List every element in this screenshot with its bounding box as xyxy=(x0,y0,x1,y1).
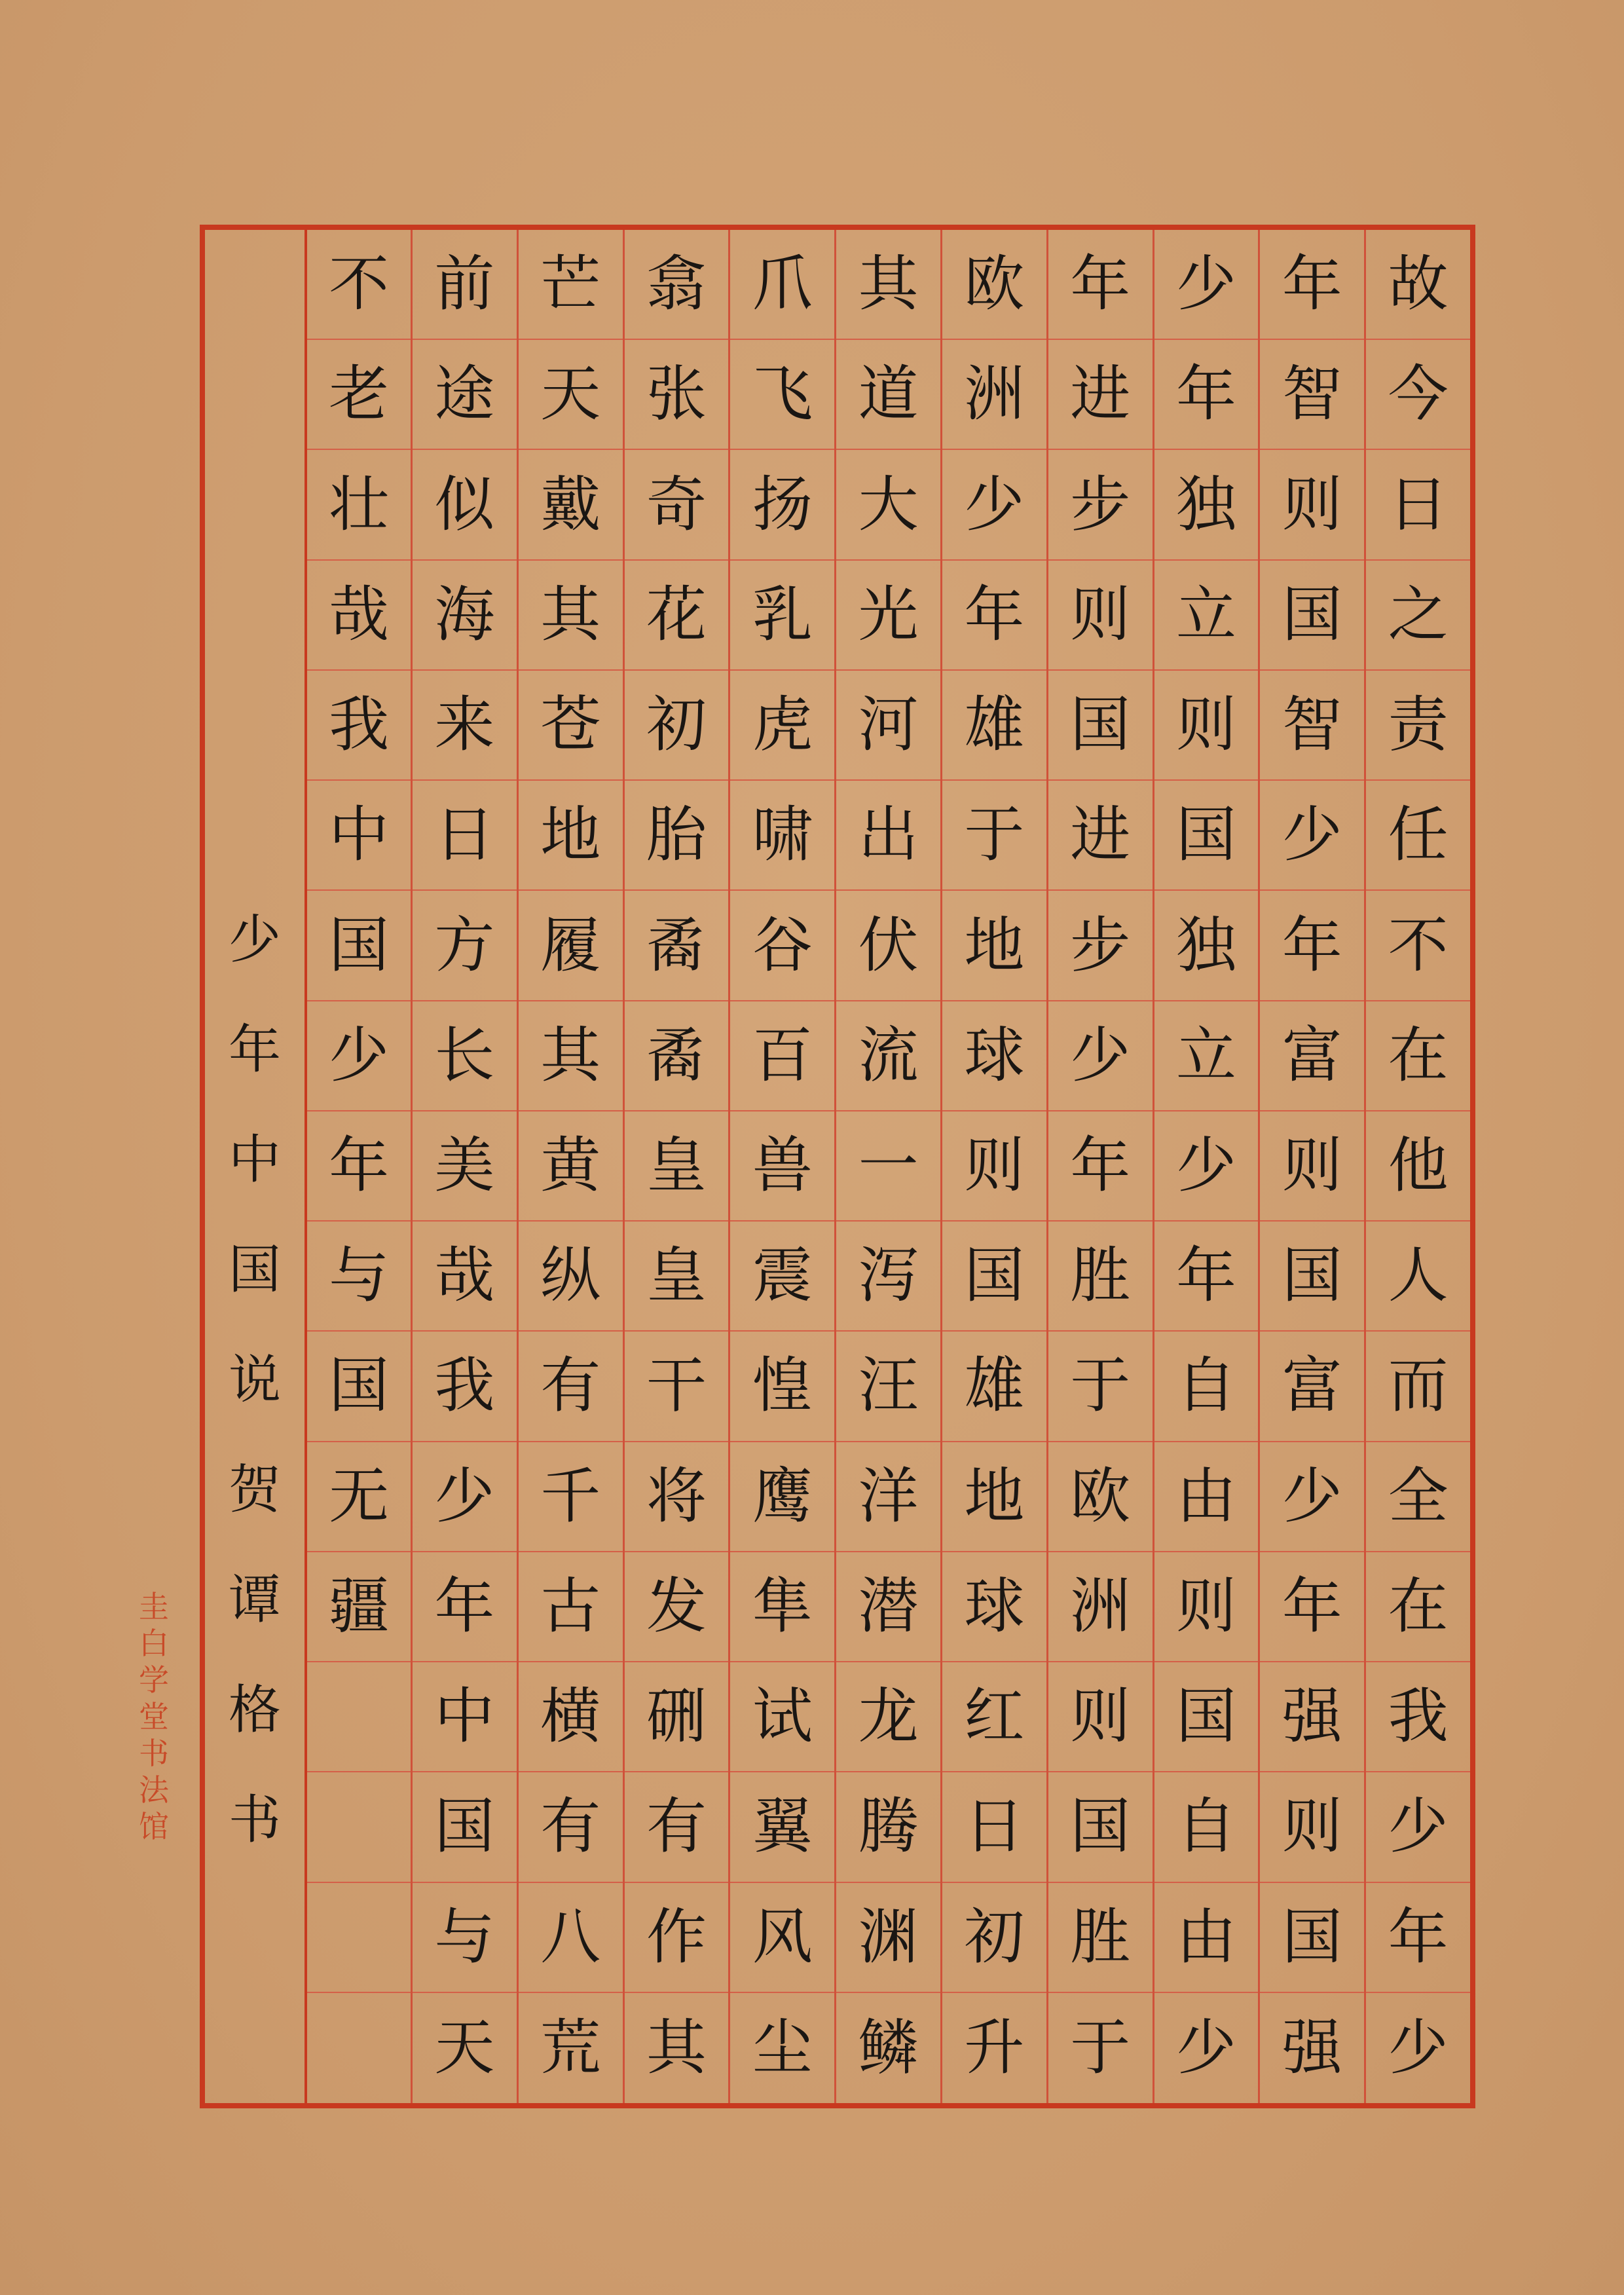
grid-cell: 与 xyxy=(307,1222,411,1332)
grid-cell: 荒 xyxy=(540,2012,601,2083)
grid-cell: 不 xyxy=(307,230,411,340)
grid-cell: 由 xyxy=(1154,1883,1259,1993)
signature-char: 中 xyxy=(229,1129,281,1190)
grid-cell: 初 xyxy=(625,671,729,781)
grid-cell: 强 xyxy=(1260,1662,1364,1772)
signature-char: 年 xyxy=(229,1019,281,1080)
grid-cell: 全 xyxy=(1366,1442,1470,1552)
grid-cell: 少 xyxy=(1154,230,1259,340)
grid-cell: 日 xyxy=(1366,450,1470,560)
grid-cell: 无 xyxy=(307,1442,411,1552)
grid-cell: 我 xyxy=(413,1332,517,1442)
grid-cell: 国 xyxy=(413,1772,517,1882)
signature-char: 少 xyxy=(229,909,281,970)
grid-cell: 球 xyxy=(942,1552,1046,1662)
grid-cell xyxy=(307,1993,411,2103)
grid-cell: 进 xyxy=(1048,340,1153,450)
grid-cell: 一 xyxy=(836,1111,940,1222)
grid-cell: 乳 xyxy=(730,561,834,671)
grid-cell: 啸 xyxy=(730,781,834,891)
grid-cell: 则 xyxy=(1154,1552,1259,1662)
text-column xyxy=(1258,230,1364,2103)
grid-cell: 年 xyxy=(1154,1222,1259,1332)
grid-cell: 壮 xyxy=(307,450,411,560)
signature-char: 说 xyxy=(229,1349,281,1410)
grid-cell: 干 xyxy=(625,1332,729,1442)
grid-cell: 光 xyxy=(836,561,940,671)
text-column xyxy=(411,230,517,2103)
grid-cell: 进 xyxy=(1048,781,1153,891)
grid-cell: 则 xyxy=(942,1111,1046,1222)
grid-cell: 少 xyxy=(1154,1111,1259,1222)
grid-cell: 少 xyxy=(1048,1001,1153,1111)
signature-char: 谭 xyxy=(229,1569,281,1630)
grid-cell: 与 xyxy=(413,1883,517,1993)
grid-cell: 洲 xyxy=(942,340,1046,450)
grid-cell: 少 xyxy=(1388,2012,1449,2083)
signature-char: 贺 xyxy=(229,1459,281,1520)
grid-cell: 有 xyxy=(519,1772,623,1882)
seal-char: 白 xyxy=(139,1626,169,1661)
grid-cell: 潜 xyxy=(836,1552,940,1662)
grid-cell: 戴 xyxy=(519,450,623,560)
grid-cell: 芒 xyxy=(519,230,623,340)
grid-cell: 年 xyxy=(1154,340,1259,450)
grid-cell: 国 xyxy=(942,1222,1046,1332)
grid-cell: 海 xyxy=(413,561,517,671)
grid-cell: 其 xyxy=(519,561,623,671)
grid-cell: 有 xyxy=(625,1772,729,1882)
grid-cell: 年 xyxy=(942,561,1046,671)
grid-cell: 有 xyxy=(519,1332,623,1442)
grid-cell: 故 xyxy=(1366,230,1470,340)
grid-cell: 百 xyxy=(730,1001,834,1111)
grid-cell: 老 xyxy=(307,340,411,450)
grid-cell: 惶 xyxy=(730,1332,834,1442)
grid-cell: 于 xyxy=(1070,2012,1131,2083)
grid-cell: 似 xyxy=(413,450,517,560)
grid-cell: 地 xyxy=(942,891,1046,1001)
grid-cell: 少 xyxy=(1366,1772,1470,1882)
grid-cell: 今 xyxy=(1366,340,1470,450)
grid-cell: 之 xyxy=(1366,561,1470,671)
grid-cell: 步 xyxy=(1048,450,1153,560)
grid-cell: 升 xyxy=(964,2012,1025,2083)
grid-cell: 八 xyxy=(519,1883,623,1993)
grid-cell: 年 xyxy=(307,1111,411,1222)
grid-cell: 张 xyxy=(625,340,729,450)
grid-cell: 虎 xyxy=(730,671,834,781)
grid-cell: 皇 xyxy=(625,1222,729,1332)
grid-cell: 天 xyxy=(434,2012,495,2083)
grid-cell: 流 xyxy=(836,1001,940,1111)
grid-cell: 则 xyxy=(1260,1772,1364,1882)
grid-cell: 日 xyxy=(413,781,517,891)
grid-cell: 步 xyxy=(1048,891,1153,1001)
grid-cell: 古 xyxy=(519,1552,623,1662)
text-column xyxy=(728,230,834,2103)
grid-cell: 试 xyxy=(730,1662,834,1772)
grid-cell: 震 xyxy=(730,1222,834,1332)
grid-cell: 初 xyxy=(942,1883,1046,1993)
grid-cell: 国 xyxy=(1260,1883,1364,1993)
studio-seal xyxy=(134,1588,174,1845)
seal-char: 馆 xyxy=(139,1809,169,1844)
grid-cell: 少 xyxy=(1260,781,1364,891)
grid-cell: 智 xyxy=(1260,671,1364,781)
grid-cell: 少 xyxy=(307,1001,411,1111)
grid-cell: 智 xyxy=(1260,340,1364,450)
grid-cell: 扬 xyxy=(730,450,834,560)
grid-cell: 矞 xyxy=(625,1001,729,1111)
grid-cell: 在 xyxy=(1366,1552,1470,1662)
grid-cell: 立 xyxy=(1154,1001,1259,1111)
grid-cell: 兽 xyxy=(730,1111,834,1222)
grid-cell: 欧 xyxy=(942,230,1046,340)
grid-cell: 国 xyxy=(307,891,411,1001)
grid-cell xyxy=(307,1772,411,1882)
grid-cell: 硎 xyxy=(625,1662,729,1772)
grid-cell: 疆 xyxy=(307,1552,411,1662)
grid-cell: 途 xyxy=(413,340,517,450)
grid-cell: 红 xyxy=(942,1662,1046,1772)
grid-cell: 天 xyxy=(519,340,623,450)
character-grid xyxy=(304,230,1470,2103)
grid-cell: 地 xyxy=(942,1442,1046,1552)
grid-cell: 于 xyxy=(1048,1332,1153,1442)
grid-cell: 洲 xyxy=(1048,1552,1153,1662)
grid-cell: 则 xyxy=(1260,1111,1364,1222)
signature-column xyxy=(205,230,304,2103)
grid-cell: 龙 xyxy=(836,1662,940,1772)
grid-cell: 他 xyxy=(1366,1111,1470,1222)
grid-cell: 矞 xyxy=(625,891,729,1001)
text-column xyxy=(834,230,940,2103)
grid-cell: 河 xyxy=(836,671,940,781)
text-column xyxy=(304,230,411,2103)
grid-cell: 人 xyxy=(1366,1222,1470,1332)
grid-cell: 欧 xyxy=(1048,1442,1153,1552)
grid-cell xyxy=(307,1883,411,1993)
grid-cell: 球 xyxy=(942,1001,1046,1111)
signature-char: 国 xyxy=(229,1239,281,1300)
grid-cell: 汪 xyxy=(836,1332,940,1442)
grid-cell: 国 xyxy=(1260,1222,1364,1332)
grid-cell: 于 xyxy=(942,781,1046,891)
grid-cell: 翕 xyxy=(625,230,729,340)
grid-cell: 少 xyxy=(942,450,1046,560)
text-column xyxy=(1046,230,1153,2103)
seal-char: 法 xyxy=(139,1772,169,1808)
grid-cell: 国 xyxy=(1048,1772,1153,1882)
seal-char: 学 xyxy=(139,1662,169,1698)
grid-cell: 泻 xyxy=(836,1222,940,1332)
grid-cell: 国 xyxy=(1260,561,1364,671)
grid-cell: 则 xyxy=(1154,671,1259,781)
grid-cell: 则 xyxy=(1048,561,1153,671)
grid-cell: 年 xyxy=(1260,230,1364,340)
grid-cell: 爪 xyxy=(730,230,834,340)
grid-cell: 鹰 xyxy=(730,1442,834,1552)
grid-cell: 少 xyxy=(1260,1442,1364,1552)
grid-cell: 中 xyxy=(413,1662,517,1772)
grid-cell: 纵 xyxy=(519,1222,623,1332)
grid-cell: 任 xyxy=(1366,781,1470,891)
grid-cell: 国 xyxy=(307,1332,411,1442)
grid-cell: 由 xyxy=(1154,1442,1259,1552)
text-column xyxy=(1153,230,1259,2103)
grid-cell: 雄 xyxy=(942,671,1046,781)
grid-cell: 国 xyxy=(1154,781,1259,891)
text-column xyxy=(623,230,729,2103)
grid-cell: 年 xyxy=(1260,891,1364,1001)
grid-cell: 年 xyxy=(1366,1883,1470,1993)
grid-cell: 强 xyxy=(1282,2012,1342,2083)
grid-cell: 我 xyxy=(307,671,411,781)
grid-cell: 少 xyxy=(1176,2012,1237,2083)
grid-cell: 其 xyxy=(519,1001,623,1111)
grid-cell: 胜 xyxy=(1048,1222,1153,1332)
grid-cell: 腾 xyxy=(836,1772,940,1882)
grid-cell: 独 xyxy=(1154,450,1259,560)
seal-char: 书 xyxy=(139,1736,169,1771)
grid-cell: 隼 xyxy=(730,1552,834,1662)
grid-cell: 其 xyxy=(646,2012,707,2083)
signature-char: 格 xyxy=(229,1679,281,1740)
grid-cell: 作 xyxy=(625,1883,729,1993)
grid-cell xyxy=(307,1662,411,1772)
grid-cell: 美 xyxy=(413,1111,517,1222)
seal-char: 堂 xyxy=(139,1699,169,1734)
grid-cell: 横 xyxy=(519,1662,623,1772)
grid-cell: 胎 xyxy=(625,781,729,891)
grid-cell: 而 xyxy=(1366,1332,1470,1442)
grid-cell: 在 xyxy=(1366,1001,1470,1111)
grid-cell: 年 xyxy=(1260,1552,1364,1662)
signature-char: 书 xyxy=(229,1789,281,1850)
grid-cell: 国 xyxy=(1048,671,1153,781)
grid-cell: 尘 xyxy=(752,2012,813,2083)
grid-cell: 鳞 xyxy=(858,2012,919,2083)
grid-cell: 胜 xyxy=(1048,1883,1153,1993)
seal-char: 圭 xyxy=(139,1589,169,1624)
text-column xyxy=(517,230,623,2103)
grid-cell: 自 xyxy=(1154,1332,1259,1442)
grid-cell: 少 xyxy=(413,1442,517,1552)
grid-cell: 我 xyxy=(1366,1662,1470,1772)
grid-cell: 哉 xyxy=(307,561,411,671)
grid-cell: 苍 xyxy=(519,671,623,781)
grid-cell: 其 xyxy=(836,230,940,340)
grid-cell: 年 xyxy=(1048,230,1153,340)
grid-cell: 洋 xyxy=(836,1442,940,1552)
grid-cell: 年 xyxy=(413,1552,517,1662)
grid-cell: 将 xyxy=(625,1442,729,1552)
grid-cell: 不 xyxy=(1366,891,1470,1001)
grid-cell: 自 xyxy=(1154,1772,1259,1882)
grid-cell: 出 xyxy=(836,781,940,891)
grid-cell: 中 xyxy=(307,781,411,891)
grid-cell: 黄 xyxy=(519,1111,623,1222)
grid-cell: 富 xyxy=(1260,1332,1364,1442)
grid-cell: 方 xyxy=(413,891,517,1001)
grid-cell: 皇 xyxy=(625,1111,729,1222)
text-column xyxy=(1364,230,1470,2103)
grid-cell: 风 xyxy=(730,1883,834,1993)
grid-cell: 谷 xyxy=(730,891,834,1001)
grid-cell: 则 xyxy=(1048,1662,1153,1772)
grid-cell: 来 xyxy=(413,671,517,781)
grid-cell: 履 xyxy=(519,891,623,1001)
grid-cell: 长 xyxy=(413,1001,517,1111)
grid-cell: 飞 xyxy=(730,340,834,450)
grid-cell: 大 xyxy=(836,450,940,560)
grid-cell: 渊 xyxy=(836,1883,940,1993)
grid-cell: 雄 xyxy=(942,1332,1046,1442)
grid-cell: 道 xyxy=(836,340,940,450)
grid-cell: 发 xyxy=(625,1552,729,1662)
grid-cell: 国 xyxy=(1154,1662,1259,1772)
grid-cell: 花 xyxy=(625,561,729,671)
grid-cell: 立 xyxy=(1154,561,1259,671)
grid-cell: 则 xyxy=(1260,450,1364,560)
grid-cell: 奇 xyxy=(625,450,729,560)
grid-cell: 翼 xyxy=(730,1772,834,1882)
grid-cell: 地 xyxy=(519,781,623,891)
text-column xyxy=(940,230,1046,2103)
grid-cell: 伏 xyxy=(836,891,940,1001)
grid-cell: 年 xyxy=(1048,1111,1153,1222)
grid-cell: 富 xyxy=(1260,1001,1364,1111)
grid-cell: 日 xyxy=(942,1772,1046,1882)
grid-cell: 前 xyxy=(413,230,517,340)
grid-cell: 责 xyxy=(1366,671,1470,781)
grid-cell: 独 xyxy=(1154,891,1259,1001)
grid-cell: 千 xyxy=(519,1442,623,1552)
grid-cell: 哉 xyxy=(413,1222,517,1332)
